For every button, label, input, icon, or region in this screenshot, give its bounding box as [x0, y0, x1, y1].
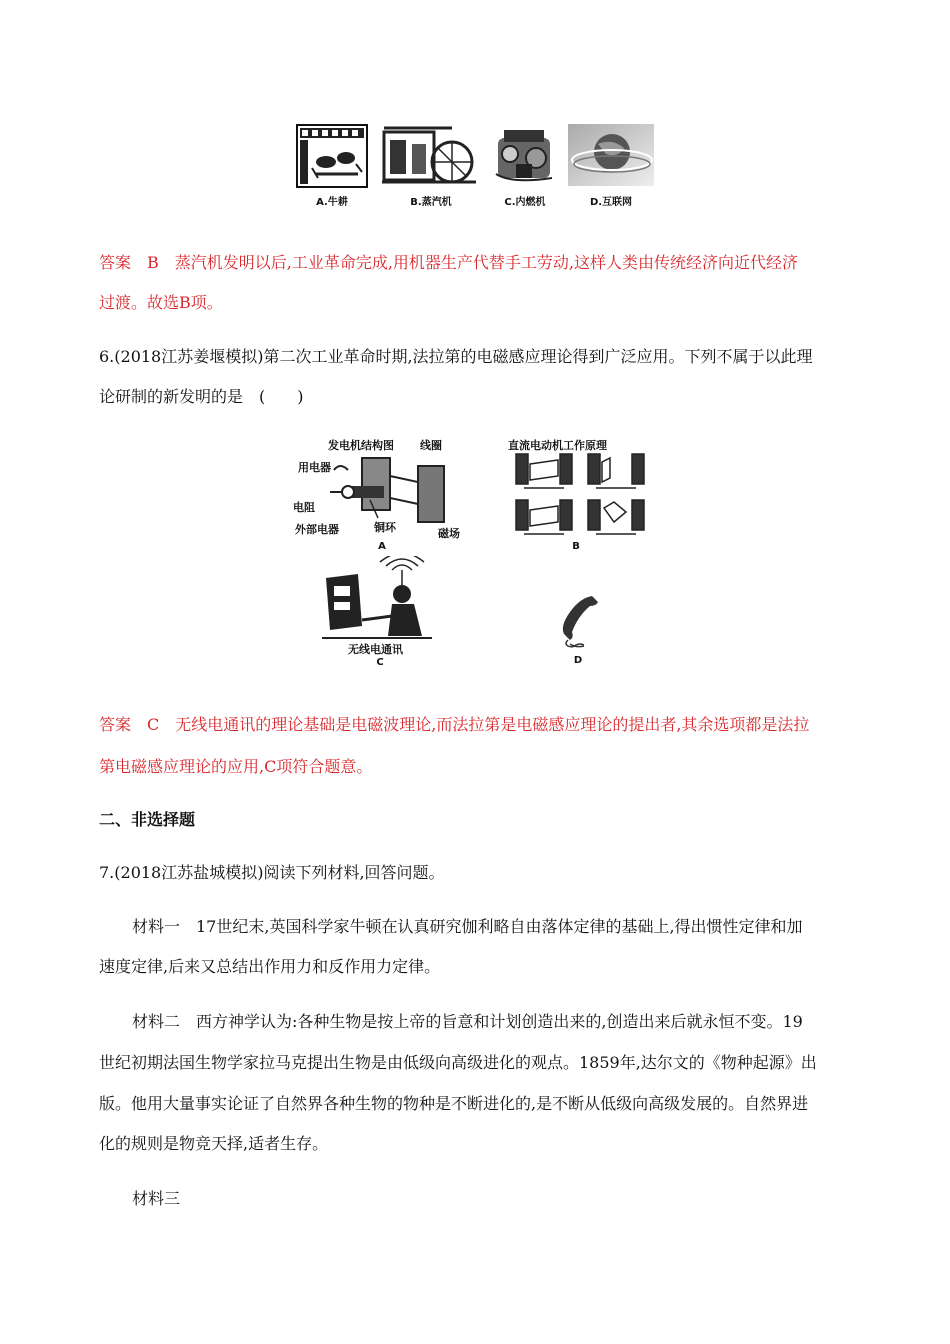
- q5-caption-a: A.牛耕: [316, 197, 348, 208]
- telephone-icon: [556, 592, 600, 648]
- q6-answer-line-2: 第电磁感应理论的应用,C项符合题意。: [99, 757, 373, 776]
- dc-motor-title: 直流电动机工作原理: [508, 439, 607, 452]
- q7-material-2-line-2: 世纪初期法国生物学家拉马克提出生物是由低级向高级进化的观点。1859年,达尔文的《物种起源》出: [99, 1053, 817, 1072]
- dc-motor-illustration: [514, 452, 654, 540]
- section-heading-non-choice: 二、非选择题: [99, 810, 196, 829]
- q5-caption-b: B.蒸汽机: [410, 197, 452, 208]
- q5-answer-line-1: 答案 B 蒸汽机发明以后,工业革命完成,用机器生产代替手工劳动,这样人类由传统经济向近代经济: [99, 253, 799, 272]
- dc-motor-letter: B: [572, 541, 580, 552]
- generator-letter: A: [378, 541, 386, 552]
- generator-label-field: 磁场: [438, 527, 460, 540]
- q6-answer-line-1: 答案 C 无线电通讯的理论基础是电磁波理论,而法拉第是电磁感应理论的提出者,其余选项都是法拉: [99, 715, 810, 734]
- q6-question-line-1: 6.(2018江苏姜堰模拟)第二次工业革命时期,法拉第的电磁感应理论得到广泛应用。下列不属于以此理: [99, 347, 813, 366]
- radio-communication-letter: C: [376, 657, 384, 668]
- q7-material-1-line-2: 速度定律,后来又总结出作用力和反作用力定律。: [99, 957, 441, 976]
- q7-material-1-line-1: 材料一 17世纪末,英国科学家牛顿在认真研究伽利略自由落体定律的基础上,得出惯性定律和加: [132, 917, 803, 936]
- radio-communication-title: 无线电通讯: [348, 643, 403, 656]
- globe-internet-image: [568, 124, 654, 186]
- internal-combustion-engine-image: [492, 124, 558, 186]
- generator-label-brush: 铜环: [374, 521, 396, 534]
- generator-label-appliance: 用电器: [298, 461, 331, 474]
- q5-caption-d: D.互联网: [589, 197, 633, 208]
- generator-illustration: [330, 452, 450, 532]
- generator-label-resistor: 电阻: [293, 501, 315, 514]
- q7-material-2-line-3: 版。他用大量事实论证了自然界各种生物的物种是不断进化的,是不断从低级向高级发展的。自然界进: [99, 1094, 809, 1113]
- ox-plowing-image: [296, 124, 368, 188]
- q7-material-2-line-1: 材料二 西方神学认为:各种生物是按上帝的旨意和计划创造出来的,创造出来后就永恒不变。19: [132, 1012, 803, 1031]
- generator-title: 发电机结构图: [328, 439, 394, 452]
- q7-material-3-label: 材料三: [132, 1189, 181, 1208]
- telephone-letter: D: [573, 655, 583, 666]
- q7-material-2-line-4: 化的规则是物竞天择,适者生存。: [99, 1134, 329, 1153]
- q7-question-line: 7.(2018江苏盐城模拟)阅读下列材料,回答问题。: [99, 863, 445, 882]
- radio-operator-illustration: [322, 556, 434, 642]
- generator-label-coil: 线圈: [420, 439, 442, 452]
- q5-caption-c: C.内燃机: [504, 197, 546, 208]
- q6-question-line-2: 论研制的新发明的是 ( ): [99, 387, 304, 406]
- generator-label-external: 外部电器: [295, 523, 339, 536]
- q5-answer-line-2: 过渡。故选B项。: [99, 293, 223, 312]
- steam-engine-image: [382, 124, 476, 186]
